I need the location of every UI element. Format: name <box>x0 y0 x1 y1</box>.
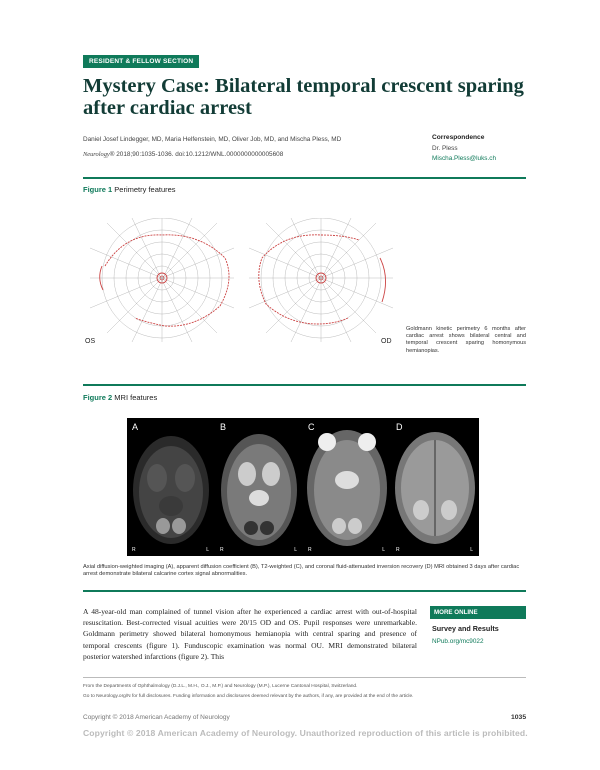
mri-panel-d-r: R <box>396 547 400 553</box>
figure2-caption: Axial diffusion-weighted imaging (A), apparent diffusion coefficient (B), T2-weighted (C), and coronal fluid-attenuated inversion recovery (D) MRI obtained 3 days after cardiac arrest demonstrate bilateral calcarine cortex signal abnormalities. <box>83 564 520 578</box>
mri-panel-b <box>215 418 303 556</box>
correspondence-name: Dr. Pless <box>432 145 458 152</box>
eye-label-os: OS <box>85 338 96 345</box>
mri-panel-d-letter: D <box>396 422 403 432</box>
figure2-rule <box>83 384 526 386</box>
copyright-line: Copyright © 2018 American Academy of Neurology <box>83 714 230 721</box>
figure1-label: Figure 1 <box>83 185 113 194</box>
article-title: Mystery Case: Bilateral temporal crescent sparing after cardiac arrest <box>83 75 524 119</box>
mri-panel-b-l: L <box>294 547 297 553</box>
case-body-text: A 48-year-old man complained of tunnel vision after he experienced a cardiac arrest with out-of-hospital resuscitation. Best-corrected visual acuities were 20/15 OD and OS. Pupil responses were unremarkable. Goldmann perimetry showed bilateral homonymous hemianopia with central sparing and presence of temporal crescents (figure 1). Funduscopic examination was normal OU. MRI demonstrated bilateral posterior watershed infarctions (figure 2). This <box>83 607 417 661</box>
mri-panel-c <box>303 418 391 556</box>
mri-panel-c-letter: C <box>308 422 315 432</box>
figure1-rule <box>83 177 526 179</box>
mri-a-image <box>127 418 215 556</box>
copyright-watermark: Copyright © 2018 American Academy of Neurology. Unauthorized reproduction of this article is prohibited. <box>83 728 528 738</box>
citation <box>83 151 283 158</box>
mri-panel-d <box>391 418 479 556</box>
more-online-banner: MORE ONLINE <box>430 606 526 619</box>
mri-panel-c-l: L <box>382 547 385 553</box>
correspondence-email[interactable]: Mischa.Pless@luks.ch <box>432 155 497 162</box>
survey-title: Survey and Results <box>432 624 499 633</box>
survey-link[interactable]: NPub.org/mc9022 <box>432 638 484 645</box>
mri-panel-b-r: R <box>220 547 224 553</box>
mri-panel-b-letter: B <box>220 422 227 432</box>
figure2-title-text: MRI features <box>114 393 158 402</box>
section-tag: RESIDENT & FELLOW SECTION <box>83 55 199 68</box>
affiliation-note: From the Departments of Ophthalmology (D.J.L., M.H., O.J., M.P.) and Neurology (M.P.), Lucerne Cantonal Hospital, Switzerland. <box>83 684 358 689</box>
figure1-title-text: Perimetry features <box>114 185 176 194</box>
page-number: 1035 <box>511 714 527 721</box>
citation-details: ® 2018;90:1035-1036. doi:10.1212/WNL.0000000000005608 <box>109 151 284 158</box>
mri-image-strip <box>127 418 479 556</box>
figure1-caption: Goldmann kinetic perimetry 6 months after cardiac arrest shows bilateral central and temporal crescent sparing homonymous hemianopias. <box>406 326 526 354</box>
perimetry-od-svg <box>244 218 398 342</box>
perimetry-os-svg <box>85 218 239 342</box>
funding-note: Go to Neurology.org/N for full disclosures. Funding information and disclosures deemed relevant by the authors, if any, are provided at the end of the article. <box>83 694 414 699</box>
figure2-bottom-rule <box>83 590 526 592</box>
correspondence-heading: Correspondence <box>432 134 485 141</box>
author-list: Daniel Josef Lindegger, MD, Maria Helfenstein, MD, Oliver Job, MD, and Mischa Pless, MD <box>83 136 342 143</box>
journal-name: Neurology <box>83 151 110 158</box>
mri-panel-a-l: L <box>206 547 209 553</box>
mri-panel-a-r: R <box>132 547 136 553</box>
mri-d-image <box>391 418 479 556</box>
mri-panel-c-r: R <box>308 547 312 553</box>
mri-b-image <box>215 418 303 556</box>
eye-label-od: OD <box>381 338 392 345</box>
figure2-label: Figure 2 <box>83 393 113 402</box>
perimetry-chart-od <box>244 218 398 342</box>
mri-panel-a <box>127 418 215 556</box>
mri-panel-d-l: L <box>470 547 473 553</box>
mri-c-image <box>303 418 391 556</box>
mri-panel-a-letter: A <box>132 422 139 432</box>
perimetry-chart-os <box>85 218 239 342</box>
footer-rule <box>83 677 526 678</box>
figure2-title <box>83 393 157 402</box>
figure1-title <box>83 185 176 194</box>
